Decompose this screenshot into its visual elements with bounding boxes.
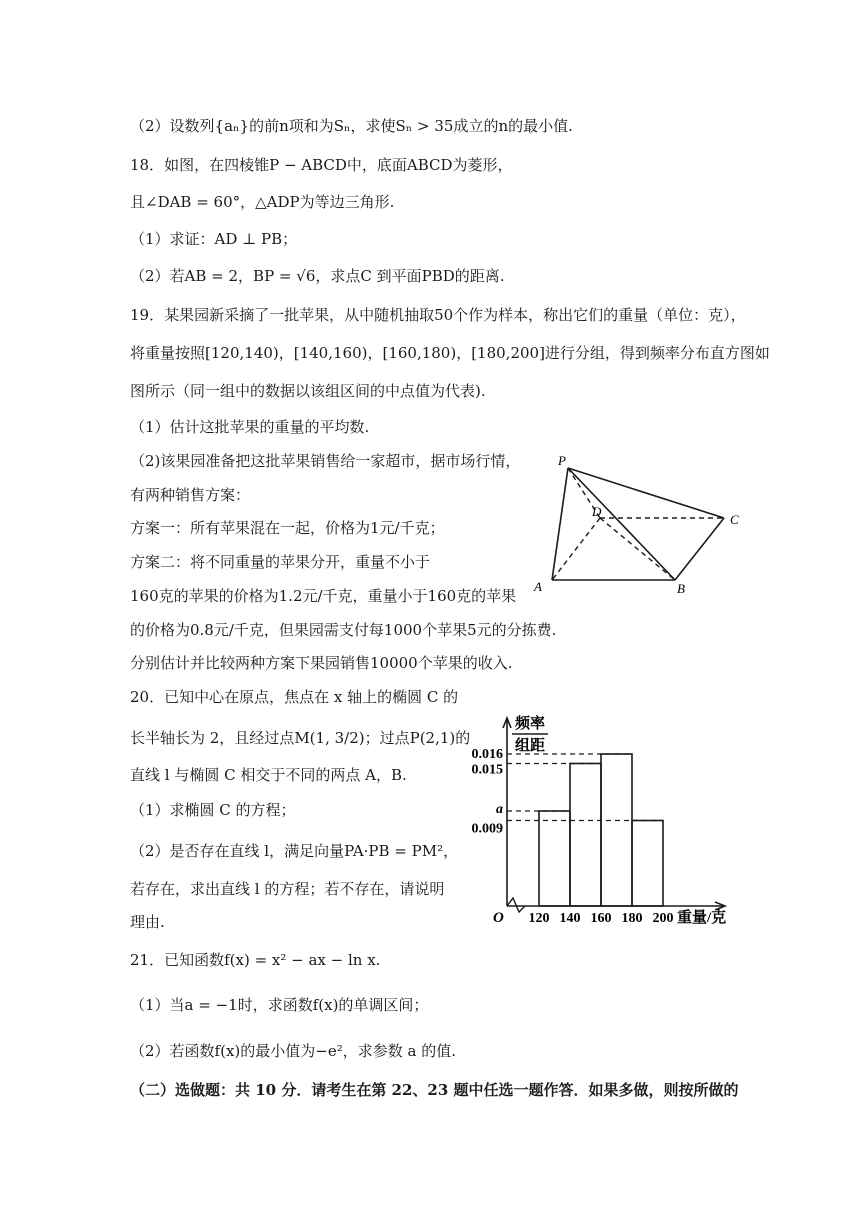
text-line-q21-1: （1）当a = −1时，求函数f(x)的单调区间；: [130, 996, 429, 1014]
text-line-q20-c: 直线 l 与椭圆 C 相交于不同的两点 A，B.: [130, 766, 407, 784]
text-line-q19-c: 图所示（同一组中的数据以该组区间的中点值为代表).: [130, 382, 486, 400]
y-tick-label: 0.009: [471, 821, 503, 837]
histogram-bar: [570, 764, 601, 907]
text-line-q20-2c: 理由.: [130, 913, 165, 931]
text-line-q21: 21．已知函数f(x) = x² − ax − ln x.: [130, 951, 381, 969]
text-line-q21-2: （2）若函数f(x)的最小值为−e²，求参数 a 的值.: [130, 1042, 456, 1060]
text-line-q18: 18．如图，在四棱锥P − ABCD中，底面ABCD为菱形，: [130, 156, 513, 174]
pyramid-label-c: C: [730, 512, 739, 527]
text-line-q19-p2c: 的价格为0.8元/千克，但果园需支付每1000个苹果5元的分拣费.: [130, 621, 557, 639]
text-line-q20-2b: 若存在，求出直线 l 的方程；若不存在，请说明: [130, 880, 445, 898]
text-line-q18-b: 且∠DAB = 60°，△ADP为等边三角形.: [130, 193, 395, 211]
text-line-q20-b: 长半轴长为 2，且经过点M(1, 3/2)；过点P(2,1)的: [130, 729, 471, 747]
pyramid-figure: [520, 450, 750, 600]
histogram-bar: [601, 754, 632, 906]
text-line-q19-p2b: 160克的苹果的价格为1.2元/千克，重量小于160克的苹果: [130, 587, 517, 605]
y-axis-label-bottom: 组距: [514, 738, 546, 754]
pyramid-label-a: A: [534, 579, 542, 594]
y-axis-label-top: 频率: [514, 716, 546, 732]
origin-label: O: [493, 910, 504, 926]
text-line-q19-b: 将重量按照[120,140)，[140,160)，[160,180)，[180,200]进行分组，得到频率分布直方图如: [130, 344, 770, 362]
text-line-q18-2: （2）若AB = 2，BP = √6，求点C 到平面PBD的距离.: [130, 267, 505, 285]
y-tick-label: 0.015: [471, 762, 503, 778]
text-line-q19-p2: 方案二：将不同重量的苹果分开，重量不小于: [130, 553, 431, 571]
text-line-q20-2: （2）是否存在直线 l，满足向量PA·PB = PM²，: [130, 842, 459, 860]
text-line-q20: 20．已知中心在原点，焦点在 x 轴上的椭圆 C 的: [130, 688, 459, 706]
pyramid-label-b: B: [677, 581, 685, 596]
text-line-q19-p1: 方案一：所有苹果混在一起，价格为1元/千克；: [130, 519, 445, 537]
pyramid-label-p: P: [558, 453, 566, 468]
text-line-q18-1: （1）求证：AD ⊥ PB；: [130, 230, 298, 248]
axis-break: [507, 898, 525, 912]
text-line-q19-2: （2)该果园准备把这批苹果销售给一家超市，据市场行情，: [130, 452, 521, 470]
x-tick-label: 180: [621, 911, 643, 926]
x-tick-label: 200: [652, 911, 674, 926]
x-tick-label: 120: [528, 911, 550, 926]
text-line-q19: 19．某果园新采摘了一批苹果，从中随机抽取50个作为样本，称出它们的重量（单位：克），: [130, 306, 746, 324]
text-line-q19-2b: 有两种销售方案：: [130, 486, 251, 504]
text-line-sec2: （二）选做题：共 10 分．请考生在第 22、23 题中任选一题作答．如果多做，则按所做的: [130, 1081, 739, 1099]
y-tick-label: a: [496, 802, 503, 817]
histogram-bar: [539, 811, 570, 906]
x-tick-label: 160: [590, 911, 612, 926]
frequency-histogram: [455, 712, 755, 927]
text-line-q20-1: （1）求椭圆 C 的方程；: [130, 801, 296, 819]
x-axis-label: 重量/克: [677, 910, 727, 926]
text-line-q17-2: （2）设数列{aₙ}的前n项和为Sₙ，求使Sₙ > 35成立的n的最小值.: [130, 117, 573, 135]
y-tick-label: 0.016: [471, 747, 503, 762]
text-line-q19-1: （1）估计这批苹果的重量的平均数.: [130, 418, 370, 436]
x-tick-label: 140: [559, 911, 581, 926]
histogram-bar: [632, 821, 663, 907]
pyramid-label-d: D: [592, 504, 602, 519]
text-line-q19-e: 分别估计并比较两种方案下果园销售10000个苹果的收入.: [130, 654, 513, 672]
